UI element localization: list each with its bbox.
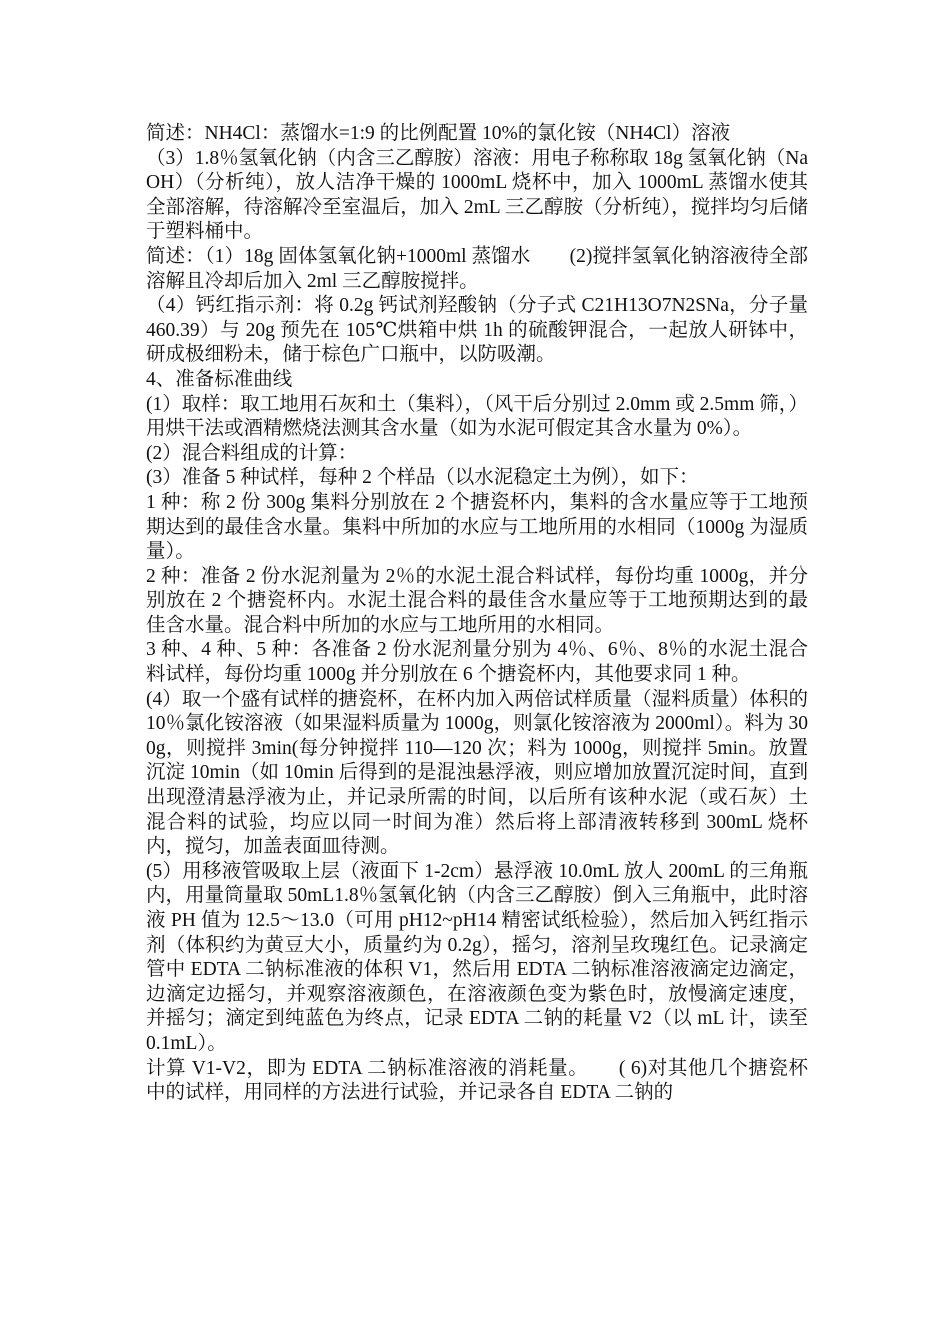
section-heading-standard-curve: 4、准备标准曲线 [146, 368, 293, 390]
document-body [146, 122, 808, 1106]
paragraph-sample-type-2: 2 种：准备 2 份水泥剂量为 2％的水泥土混合料试样，每份均重 1000g，并分别放在 2 个搪瓷杯内。水泥土混合料的最佳含水量应等于工地预期达到的最佳含水量。混合料中所加的水应与工地所用的水相同。 [146, 565, 808, 636]
paragraph-naoh-solution: （3）1.8％氢氧化钠（内含三乙醇胺）溶液：用电子称称取 18g 氢氧化钠（NaOH）（分析纯），放人洁净干燥的 1000mL 烧杯中，加入 1000mL 蒸馏水使其全部溶解，待溶解冷至室温后，加入 2mL 三乙醇胺（分析纯），搅拌均匀后储于塑料桶中。 [146, 147, 808, 243]
paragraph-step-3-prepare-samples: (3）准备 5 种试样，每种 2 个样品（以水泥稳定土为例），如下： [146, 467, 699, 489]
paragraph-calcium-red-indicator: （4）钙红指示剂：将 0.2g 钙试剂羟酸钠（分子式 C21H13O7N2SNa，分子量 460.39）与 20g 预先在 105℃烘箱中烘 1h 的硫酸钾混合，一起放人研钵中，研成极细粉未，储于棕色广口瓶中，以防吸潮。 [146, 295, 808, 366]
paragraph-step-2-mix-calculation: (2）混合料组成的计算： [146, 442, 358, 464]
paragraph-step-5-titration: (5）用移液管吸取上层（液面下 1-2cm）悬浮液 10.0mL 放人 200mL 的三角瓶内，用量筒量取 50mL1.8％氢氧化钠（内含三乙醇胺）倒入三角瓶中，此时溶液 PH 值为 12.5～13.0（可用 pH12~pH14 精密试纸检验），然后加入钙红指示剂（体积约为黄豆大小，质量约为 0.2g），摇匀，溶剂呈玫瑰红色。记录滴定管中 EDTA 二钠标准液的体积 V1，然后用 EDTA 二钠标准溶液滴定边滴定，边滴定边摇匀，并观察溶液颜色，在溶液颜色变为紫色时，放慢滴定速度，并摇匀；滴定到纯蓝色为终点，记录 EDTA 二钠的耗量 V2（以 mL 计，读至 0.1mL）。 [146, 860, 808, 1054]
paragraph-sample-types-3-5: 3 种、4 种、5 种：各准备 2 份水泥剂量分别为 4％、6％、8％的水泥土混合料试样，每份均重 1000g 并分别放在 6 个搪瓷杯内，其他要求同 1 种。 [146, 639, 808, 686]
paragraph-sample-type-1: 1 种：称 2 份 300g 集料分别放在 2 个搪瓷杯内，集料的含水量应等于工地预期达到的最佳含水量。集料中所加的水应与工地所用的水相同（1000g 为湿质量）。 [146, 491, 808, 563]
paragraph-naoh-summary: 简述：（1）18g 固体氢氧化钠+1000ml 蒸馏水 (2)搅拌氢氧化钠溶液待全部溶解且冷却后加入 2ml 三乙醇胺搅拌。 [146, 245, 808, 292]
paragraph-calculation-step-6: 计算 V1-V2，即为 EDTA 二钠标准溶液的消耗量。 ( 6)对其他几个搪瓷杯中的试样，用同样的方法进行试验，并记录各自 EDTA 二钠的 [146, 1057, 808, 1104]
paragraph-nh4cl-summary: 简述：NH4Cl：蒸馏水=1:9 的比例配置 10%的氯化铵（NH4Cl）溶液 [146, 123, 731, 144]
paragraph-step-1-sampling: (1）取样：取工地用石灰和土（集料），（风干后分别过 2.0mm 或 2.5mm 筛，）用烘干法或酒精燃烧法测其含水量（如为水泥可假定其含水量为 0%）。 [146, 393, 808, 440]
paragraph-step-4-mixing: (4）取一个盛有试样的搪瓷杯，在杯内加入两倍试样质量（湿料质量）体积的 10％氯化铵溶液（如果湿料质量为 1000g，则氯化铵溶液为 2000ml）。料为 300g，则搅拌 3min(每分钟搅拌 110—120 次；料为 1000g，则搅拌 5min。放置沉淀 10min（如 10min 后得到的是混浊悬浮液，则应增加放置沉淀时间，直到出现澄清悬浮液为止，并记录所需的时间，以后所有该种水泥（或石灰）土混合料的试验，均应以同一时间为准）然后将上部清液转移到 300mL 烧杯内，搅匀，加盖表面皿待测。 [146, 688, 808, 858]
